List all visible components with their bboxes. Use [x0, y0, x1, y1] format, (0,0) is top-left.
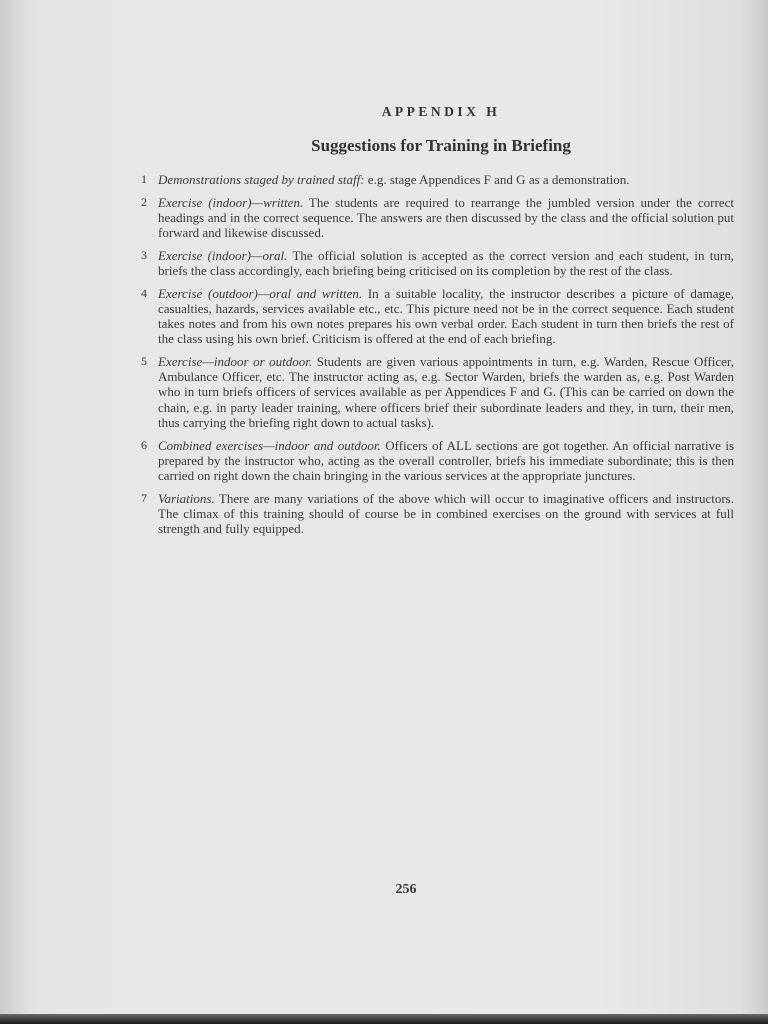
item-text: The students are required to rearrange the jumbled version under the correct headings and in the correct sequence. The answers are then discussed by the class and the official solution put forward and likewise discussed.	[158, 194, 734, 241]
item-lead: Exercise (outdoor)—oral and written.	[158, 285, 363, 301]
list-item	[138, 354, 734, 430]
item-number: 4	[141, 285, 147, 300]
list-item	[138, 438, 734, 484]
page-title: Suggestions for Training in Briefing	[311, 136, 571, 155]
item-lead: Variations.	[158, 490, 215, 506]
page-number: 256	[395, 882, 417, 897]
item-lead: Exercise (indoor)—oral.	[158, 247, 288, 263]
binding-shadow	[0, 0, 40, 1024]
list-item	[138, 172, 734, 187]
item-number: 5	[141, 354, 147, 369]
item-number: 7	[141, 490, 147, 505]
item-text: e.g. stage Appendices F and G as a demonstration.	[364, 172, 630, 187]
suggestion-list	[138, 172, 734, 536]
list-item	[138, 248, 734, 278]
item-number: 3	[141, 247, 147, 262]
item-text: Students are given various appointments in turn, e.g. Warden, Rescue Officer, Ambulance Officer, etc. The instructor acting as, e.g. Sector Warden, briefs the warden as, e.g. Post Warden who in turn briefs officers of services available as per Appendices F and G. (This can be carried on down the chain, e.g. in party leader training, where officers brief their subordinate leaders and they, in turn, their men, thus carrying the briefing right down to actual tasks).	[158, 354, 734, 430]
list-item	[138, 491, 734, 537]
item-text: There are many variations of the above which will occur to imaginative officers and instructors. The climax of this training should of course be in combined exercises on the ground with services at full strength and fully equipped.	[158, 490, 734, 537]
item-text: Officers of ALL sections are got together. An official narrative is prepared by the instructor who, acting as the overall controller, briefs his immediate subordinate; this is then carried on right down the chain bringing in the various services at the appropriate junctures.	[158, 437, 734, 483]
item-number: 6	[141, 437, 147, 452]
item-text: In a suitable locality, the instructor describes a picture of damage, casualties, hazards, services available etc., etc. This picture need not be in the correct sequence. Each student takes notes and from his own notes prepares his own verbal order. Each student in turn then briefs the rest of the class using his own brief. Criticism is offered at the end of each briefing.	[158, 285, 734, 347]
item-number: 2	[141, 194, 147, 209]
item-lead: Exercise—indoor or outdoor.	[158, 354, 313, 370]
appendix-label: APPENDIX H	[381, 104, 501, 119]
item-lead: Exercise (indoor)—written.	[158, 194, 304, 210]
list-item	[138, 286, 734, 347]
item-lead: Combined exercises—indoor and outdoor.	[158, 437, 381, 453]
list-item	[138, 195, 734, 241]
item-number: 1	[141, 172, 147, 186]
page-content	[138, 100, 734, 544]
item-text: The official solution is accepted as the correct version and each student, in turn, briefs the class accordingly, each briefing being criticised on its completion by the rest of the class.	[158, 247, 734, 279]
page-bottom-edge	[0, 1014, 768, 1024]
item-lead: Demonstrations staged by trained staff:	[158, 172, 365, 187]
